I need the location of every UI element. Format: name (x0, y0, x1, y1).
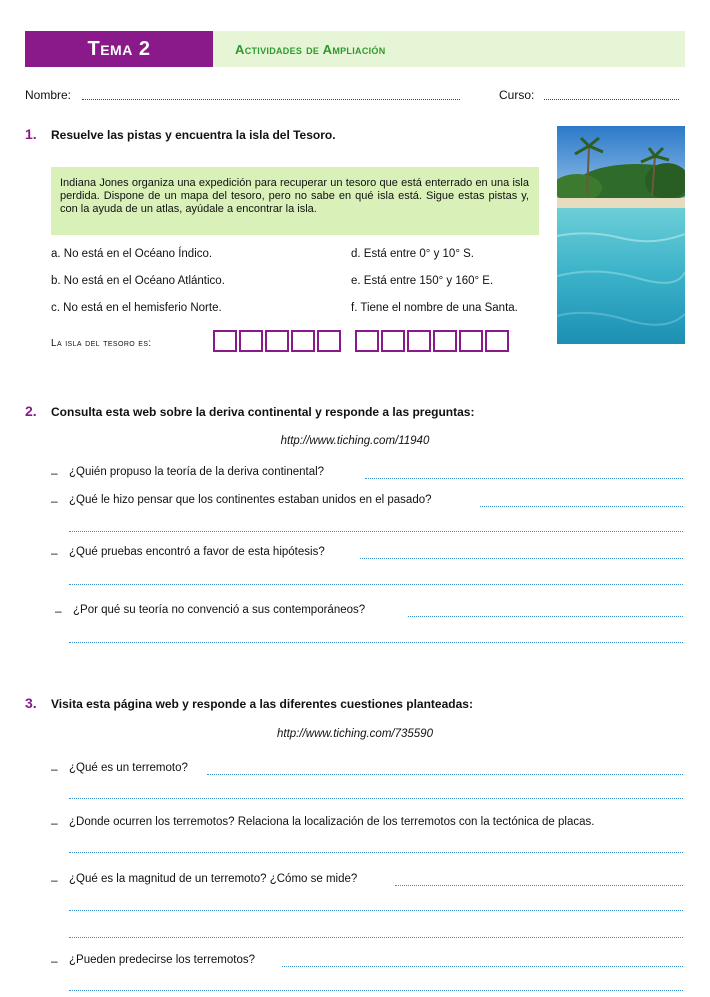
answer-line[interactable] (69, 531, 683, 532)
question: ¿Qué es un terremoto? (69, 762, 188, 774)
answer-line[interactable] (207, 774, 683, 775)
question: ¿Qué le hizo pensar que los continentes estaban unidos en el pasado? (69, 494, 432, 506)
clue-b: b. No está en el Océano Atlántico. (51, 275, 225, 287)
bullet: – (51, 546, 58, 560)
section3-title: Visita esta página web y responde a las diferentes cuestiones planteadas: (51, 697, 473, 711)
question: ¿Por qué su teoría no convenció a sus contemporáneos? (73, 604, 366, 616)
bullet: – (51, 816, 58, 830)
answer-line[interactable] (69, 798, 683, 799)
clue-d: d. Está entre 0° y 10° S. (351, 248, 474, 260)
answer-line[interactable] (365, 478, 683, 479)
answer-box[interactable] (407, 330, 431, 352)
answer-box[interactable] (485, 330, 509, 352)
section2-title: Consulta esta web sobre la deriva continental y responde a las preguntas: (51, 405, 475, 419)
section3-url[interactable]: http://www.tiching.com/735590 (277, 728, 433, 740)
answer-box[interactable] (239, 330, 263, 352)
question: ¿Qué es la magnitud de un terremoto? ¿Cómo se mide? (69, 873, 358, 885)
answer-box[interactable] (433, 330, 457, 352)
answer-line[interactable] (408, 616, 683, 617)
clue-c: c. No está en el hemisferio Norte. (51, 302, 222, 314)
bullet: – (55, 604, 62, 618)
section2-number: 2. (25, 403, 37, 419)
answer-line[interactable] (395, 885, 683, 886)
name-field[interactable] (82, 99, 460, 100)
activity-title: Actividades de Ampliación (235, 41, 386, 57)
activity-header (213, 31, 685, 67)
section2-url[interactable]: http://www.tiching.com/11940 (280, 435, 430, 447)
course-label: Curso: (499, 88, 535, 102)
bullet: – (51, 466, 58, 480)
answer-box[interactable] (317, 330, 341, 352)
answer-line[interactable] (480, 506, 683, 507)
course-field[interactable] (544, 99, 679, 100)
answer-box[interactable] (213, 330, 237, 352)
tema-badge (25, 31, 213, 67)
bullet: – (51, 954, 58, 968)
answer-line[interactable] (282, 966, 683, 967)
clue-a: a. No está en el Océano Índico. (51, 248, 213, 260)
answer-line[interactable] (69, 910, 683, 911)
answer-line[interactable] (69, 584, 683, 585)
tropical-island-photo (557, 126, 685, 344)
tema-label: Tema 2 (87, 37, 151, 60)
answer-box[interactable] (381, 330, 405, 352)
story-box (51, 167, 539, 235)
question: ¿Quién propuso la teoría de la deriva continental? (69, 466, 325, 478)
bullet: – (51, 873, 58, 887)
answer-line[interactable] (360, 558, 683, 559)
answer-box[interactable] (291, 330, 315, 352)
answer-line[interactable] (69, 937, 683, 938)
question: ¿Pueden predecirse los terremotos? (69, 954, 256, 966)
bullet: – (51, 762, 58, 776)
question: ¿Donde ocurren los terremotos? Relaciona la localización de los terremotos con la tectónica de placas. (69, 816, 595, 828)
story-text: Indiana Jones organiza una expedición para recuperar un tesoro que está enterrado en una isla perdida. Dispone de un mapa del tesoro, pero no sabe en qué isla está. Sigue estas pistas y, con la ayuda de un atlas, ayúdale a encontrar la isla. (60, 177, 529, 215)
island-label: La isla del tesoro es: (51, 338, 152, 349)
section1-title: Resuelve las pistas y encuentra la isla del Tesoro. (51, 128, 336, 142)
answer-box[interactable] (265, 330, 289, 352)
section1-number: 1. (25, 126, 37, 142)
answer-line[interactable] (69, 852, 683, 853)
question: ¿Qué pruebas encontró a favor de esta hipótesis? (69, 546, 325, 558)
name-label: Nombre: (25, 88, 72, 102)
clue-f: f. Tiene el nombre de una Santa. (351, 302, 518, 314)
clue-e: e. Está entre 150° y 160° E. (351, 275, 494, 287)
bullet: – (51, 494, 58, 508)
answer-line[interactable] (69, 990, 683, 991)
answer-box[interactable] (355, 330, 379, 352)
answer-line[interactable] (69, 642, 683, 643)
answer-box[interactable] (459, 330, 483, 352)
section3-number: 3. (25, 695, 37, 711)
